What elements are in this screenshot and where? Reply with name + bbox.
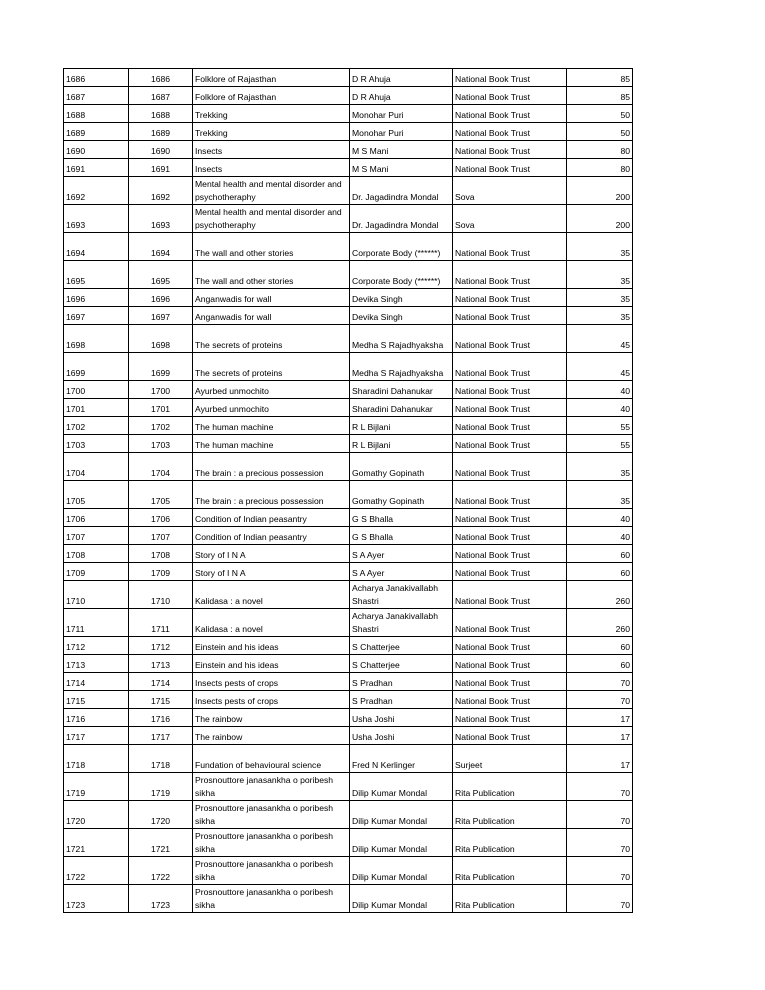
- price-cell: 80: [567, 141, 633, 159]
- serial-number-cell: 1723: [64, 885, 129, 913]
- author-cell: Acharya Janakivallabh Shastri: [350, 581, 453, 609]
- accession-number-cell: 1700: [129, 381, 193, 399]
- price-cell: 70: [567, 691, 633, 709]
- table-row: [64, 545, 633, 563]
- serial-number-cell: 1695: [64, 261, 129, 289]
- title-cell: The wall and other stories: [193, 233, 350, 261]
- price-cell: 60: [567, 545, 633, 563]
- accession-number-cell: 1692: [129, 177, 193, 205]
- publisher-cell: Rita Publication: [453, 829, 567, 857]
- publisher-cell: National Book Trust: [453, 691, 567, 709]
- author-cell: Devika Singh: [350, 289, 453, 307]
- accession-number-cell: 1723: [129, 885, 193, 913]
- serial-number-cell: 1721: [64, 829, 129, 857]
- serial-number-cell: 1696: [64, 289, 129, 307]
- price-cell: 60: [567, 637, 633, 655]
- title-cell: Story of I N A: [193, 563, 350, 581]
- serial-number-cell: 1697: [64, 307, 129, 325]
- serial-number-cell: 1716: [64, 709, 129, 727]
- title-cell: Prosnouttore janasankha o poribesh sikha: [193, 857, 350, 885]
- title-cell: Ayurbed unmochito: [193, 381, 350, 399]
- author-cell: Sharadini Dahanukar: [350, 381, 453, 399]
- price-cell: 55: [567, 417, 633, 435]
- publisher-cell: National Book Trust: [453, 509, 567, 527]
- publisher-cell: Rita Publication: [453, 857, 567, 885]
- publisher-cell: National Book Trust: [453, 637, 567, 655]
- price-cell: 55: [567, 435, 633, 453]
- title-cell: The human machine: [193, 435, 350, 453]
- accession-number-cell: 1704: [129, 453, 193, 481]
- serial-number-cell: 1693: [64, 205, 129, 233]
- author-cell: Devika Singh: [350, 307, 453, 325]
- publisher-cell: National Book Trust: [453, 563, 567, 581]
- title-cell: Ayurbed unmochito: [193, 399, 350, 417]
- serial-number-cell: 1703: [64, 435, 129, 453]
- serial-number-cell: 1689: [64, 123, 129, 141]
- price-cell: 17: [567, 745, 633, 773]
- title-cell: The human machine: [193, 417, 350, 435]
- price-cell: 70: [567, 857, 633, 885]
- table-row: [64, 417, 633, 435]
- accession-number-cell: 1708: [129, 545, 193, 563]
- serial-number-cell: 1706: [64, 509, 129, 527]
- accession-number-cell: 1712: [129, 637, 193, 655]
- author-cell: M S Mani: [350, 159, 453, 177]
- table-row: [64, 727, 633, 745]
- title-cell: Prosnouttore janasankha o poribesh sikha: [193, 885, 350, 913]
- title-cell: The rainbow: [193, 727, 350, 745]
- price-cell: 60: [567, 563, 633, 581]
- publisher-cell: National Book Trust: [453, 307, 567, 325]
- title-cell: Anganwadis for wall: [193, 289, 350, 307]
- accession-number-cell: 1701: [129, 399, 193, 417]
- author-cell: Corporate Body (******): [350, 261, 453, 289]
- title-cell: Anganwadis for wall: [193, 307, 350, 325]
- publisher-cell: National Book Trust: [453, 727, 567, 745]
- accession-number-cell: 1690: [129, 141, 193, 159]
- publisher-cell: National Book Trust: [453, 123, 567, 141]
- title-cell: Mental health and mental disorder and psychotheraphy: [193, 177, 350, 205]
- publisher-cell: National Book Trust: [453, 381, 567, 399]
- title-cell: Kalidasa : a novel: [193, 609, 350, 637]
- accession-number-cell: 1691: [129, 159, 193, 177]
- author-cell: Dilip Kumar Mondal: [350, 801, 453, 829]
- author-cell: G S Bhalla: [350, 509, 453, 527]
- title-cell: The secrets of proteins: [193, 353, 350, 381]
- accession-number-cell: 1718: [129, 745, 193, 773]
- author-cell: S Chatterjee: [350, 637, 453, 655]
- publisher-cell: National Book Trust: [453, 325, 567, 353]
- table-row: [64, 527, 633, 545]
- title-cell: The rainbow: [193, 709, 350, 727]
- title-cell: The brain : a precious possession: [193, 481, 350, 509]
- table-row: [64, 563, 633, 581]
- title-cell: Fundation of behavioural science: [193, 745, 350, 773]
- title-cell: Folklore of Rajasthan: [193, 69, 350, 87]
- publisher-cell: National Book Trust: [453, 453, 567, 481]
- serial-number-cell: 1700: [64, 381, 129, 399]
- publisher-cell: National Book Trust: [453, 581, 567, 609]
- table-row: [64, 581, 633, 609]
- author-cell: S Pradhan: [350, 673, 453, 691]
- serial-number-cell: 1712: [64, 637, 129, 655]
- accession-number-cell: 1714: [129, 673, 193, 691]
- title-cell: Folklore of Rajasthan: [193, 87, 350, 105]
- title-cell: The brain : a precious possession: [193, 453, 350, 481]
- serial-number-cell: 1704: [64, 453, 129, 481]
- accession-number-cell: 1696: [129, 289, 193, 307]
- title-cell: Prosnouttore janasankha o poribesh sikha: [193, 829, 350, 857]
- publisher-cell: National Book Trust: [453, 353, 567, 381]
- table-row: [64, 673, 633, 691]
- author-cell: Dilip Kumar Mondal: [350, 885, 453, 913]
- serial-number-cell: 1686: [64, 69, 129, 87]
- author-cell: S Pradhan: [350, 691, 453, 709]
- title-cell: The wall and other stories: [193, 261, 350, 289]
- publisher-cell: National Book Trust: [453, 233, 567, 261]
- title-cell: Insects: [193, 159, 350, 177]
- table-row: [64, 435, 633, 453]
- title-cell: Prosnouttore janasankha o poribesh sikha: [193, 801, 350, 829]
- title-cell: Einstein and his ideas: [193, 637, 350, 655]
- table-row: [64, 691, 633, 709]
- publisher-cell: National Book Trust: [453, 141, 567, 159]
- publisher-cell: National Book Trust: [453, 399, 567, 417]
- title-cell: Story of I N A: [193, 545, 350, 563]
- price-cell: 260: [567, 609, 633, 637]
- price-cell: 40: [567, 527, 633, 545]
- serial-number-cell: 1690: [64, 141, 129, 159]
- author-cell: Dilip Kumar Mondal: [350, 829, 453, 857]
- accession-number-cell: 1710: [129, 581, 193, 609]
- accession-number-cell: 1698: [129, 325, 193, 353]
- title-cell: Prosnouttore janasankha o poribesh sikha: [193, 773, 350, 801]
- serial-number-cell: 1699: [64, 353, 129, 381]
- table-row: [64, 399, 633, 417]
- title-cell: The secrets of proteins: [193, 325, 350, 353]
- table-row: [64, 353, 633, 381]
- author-cell: Medha S Rajadhyaksha: [350, 353, 453, 381]
- author-cell: Dilip Kumar Mondal: [350, 857, 453, 885]
- accession-number-cell: 1722: [129, 857, 193, 885]
- table-row: [64, 159, 633, 177]
- author-cell: D R Ahuja: [350, 69, 453, 87]
- accession-number-cell: 1688: [129, 105, 193, 123]
- serial-number-cell: 1692: [64, 177, 129, 205]
- serial-number-cell: 1691: [64, 159, 129, 177]
- publisher-cell: National Book Trust: [453, 417, 567, 435]
- price-cell: 70: [567, 801, 633, 829]
- publisher-cell: National Book Trust: [453, 673, 567, 691]
- table-row: [64, 381, 633, 399]
- author-cell: Medha S Rajadhyaksha: [350, 325, 453, 353]
- price-cell: 35: [567, 307, 633, 325]
- publisher-cell: Rita Publication: [453, 773, 567, 801]
- serial-number-cell: 1722: [64, 857, 129, 885]
- price-cell: 260: [567, 581, 633, 609]
- author-cell: S Chatterjee: [350, 655, 453, 673]
- publisher-cell: Rita Publication: [453, 801, 567, 829]
- accession-number-cell: 1686: [129, 69, 193, 87]
- publisher-cell: Rita Publication: [453, 885, 567, 913]
- publisher-cell: National Book Trust: [453, 87, 567, 105]
- publisher-cell: National Book Trust: [453, 289, 567, 307]
- title-cell: Mental health and mental disorder and psychotheraphy: [193, 205, 350, 233]
- table-row: [64, 105, 633, 123]
- accession-number-cell: 1699: [129, 353, 193, 381]
- table-row: [64, 857, 633, 885]
- publisher-cell: National Book Trust: [453, 159, 567, 177]
- price-cell: 85: [567, 87, 633, 105]
- serial-number-cell: 1705: [64, 481, 129, 509]
- price-cell: 50: [567, 123, 633, 141]
- table-row: [64, 655, 633, 673]
- author-cell: Sharadini Dahanukar: [350, 399, 453, 417]
- author-cell: Gomathy Gopinath: [350, 481, 453, 509]
- serial-number-cell: 1701: [64, 399, 129, 417]
- table-row: [64, 233, 633, 261]
- accession-number-cell: 1707: [129, 527, 193, 545]
- author-cell: Usha Joshi: [350, 709, 453, 727]
- author-cell: Acharya Janakivallabh Shastri: [350, 609, 453, 637]
- author-cell: Fred N Kerlinger: [350, 745, 453, 773]
- accession-number-cell: 1693: [129, 205, 193, 233]
- table-row: [64, 289, 633, 307]
- title-cell: Condition of Indian peasantry: [193, 509, 350, 527]
- table-row: [64, 69, 633, 87]
- book-register-table: [63, 68, 633, 913]
- publisher-cell: National Book Trust: [453, 709, 567, 727]
- accession-number-cell: 1709: [129, 563, 193, 581]
- title-cell: Einstein and his ideas: [193, 655, 350, 673]
- table-row: [64, 261, 633, 289]
- price-cell: 85: [567, 69, 633, 87]
- serial-number-cell: 1688: [64, 105, 129, 123]
- accession-number-cell: 1720: [129, 801, 193, 829]
- serial-number-cell: 1719: [64, 773, 129, 801]
- serial-number-cell: 1709: [64, 563, 129, 581]
- table-row: [64, 745, 633, 773]
- author-cell: Usha Joshi: [350, 727, 453, 745]
- serial-number-cell: 1714: [64, 673, 129, 691]
- price-cell: 40: [567, 381, 633, 399]
- table-row: [64, 801, 633, 829]
- price-cell: 200: [567, 177, 633, 205]
- accession-number-cell: 1694: [129, 233, 193, 261]
- author-cell: Gomathy Gopinath: [350, 453, 453, 481]
- price-cell: 35: [567, 261, 633, 289]
- serial-number-cell: 1694: [64, 233, 129, 261]
- price-cell: 40: [567, 509, 633, 527]
- price-cell: 35: [567, 233, 633, 261]
- accession-number-cell: 1695: [129, 261, 193, 289]
- accession-number-cell: 1702: [129, 417, 193, 435]
- author-cell: D R Ahuja: [350, 87, 453, 105]
- table-row: [64, 123, 633, 141]
- title-cell: Insects pests of crops: [193, 673, 350, 691]
- table-row: [64, 87, 633, 105]
- publisher-cell: National Book Trust: [453, 481, 567, 509]
- table-row: [64, 709, 633, 727]
- author-cell: Monohar Puri: [350, 105, 453, 123]
- author-cell: M S Mani: [350, 141, 453, 159]
- author-cell: G S Bhalla: [350, 527, 453, 545]
- price-cell: 50: [567, 105, 633, 123]
- serial-number-cell: 1702: [64, 417, 129, 435]
- title-cell: Trekking: [193, 123, 350, 141]
- author-cell: Monohar Puri: [350, 123, 453, 141]
- accession-number-cell: 1713: [129, 655, 193, 673]
- accession-number-cell: 1706: [129, 509, 193, 527]
- serial-number-cell: 1687: [64, 87, 129, 105]
- author-cell: R L Bijlani: [350, 417, 453, 435]
- serial-number-cell: 1711: [64, 609, 129, 637]
- table-row: [64, 829, 633, 857]
- author-cell: S A Ayer: [350, 563, 453, 581]
- title-cell: Condition of Indian peasantry: [193, 527, 350, 545]
- serial-number-cell: 1715: [64, 691, 129, 709]
- serial-number-cell: 1707: [64, 527, 129, 545]
- accession-number-cell: 1721: [129, 829, 193, 857]
- publisher-cell: National Book Trust: [453, 69, 567, 87]
- author-cell: Dilip Kumar Mondal: [350, 773, 453, 801]
- accession-number-cell: 1703: [129, 435, 193, 453]
- title-cell: Insects pests of crops: [193, 691, 350, 709]
- publisher-cell: National Book Trust: [453, 545, 567, 563]
- price-cell: 17: [567, 727, 633, 745]
- serial-number-cell: 1708: [64, 545, 129, 563]
- serial-number-cell: 1710: [64, 581, 129, 609]
- accession-number-cell: 1715: [129, 691, 193, 709]
- accession-number-cell: 1689: [129, 123, 193, 141]
- title-cell: Kalidasa : a novel: [193, 581, 350, 609]
- price-cell: 200: [567, 205, 633, 233]
- accession-number-cell: 1716: [129, 709, 193, 727]
- table-row: [64, 481, 633, 509]
- publisher-cell: National Book Trust: [453, 261, 567, 289]
- price-cell: 80: [567, 159, 633, 177]
- accession-number-cell: 1697: [129, 307, 193, 325]
- table-row: [64, 177, 633, 205]
- price-cell: 70: [567, 673, 633, 691]
- title-cell: Trekking: [193, 105, 350, 123]
- author-cell: R L Bijlani: [350, 435, 453, 453]
- accession-number-cell: 1687: [129, 87, 193, 105]
- table-row: [64, 141, 633, 159]
- publisher-cell: National Book Trust: [453, 105, 567, 123]
- publisher-cell: Surjeet: [453, 745, 567, 773]
- book-register-body: [64, 69, 633, 913]
- publisher-cell: National Book Trust: [453, 609, 567, 637]
- price-cell: 70: [567, 885, 633, 913]
- price-cell: 35: [567, 481, 633, 509]
- price-cell: 70: [567, 773, 633, 801]
- publisher-cell: National Book Trust: [453, 435, 567, 453]
- publisher-cell: Sova: [453, 205, 567, 233]
- publisher-cell: Sova: [453, 177, 567, 205]
- price-cell: 45: [567, 325, 633, 353]
- author-cell: Dr. Jagadindra Mondal: [350, 177, 453, 205]
- serial-number-cell: 1713: [64, 655, 129, 673]
- price-cell: 35: [567, 289, 633, 307]
- price-cell: 35: [567, 453, 633, 481]
- serial-number-cell: 1720: [64, 801, 129, 829]
- table-row: [64, 509, 633, 527]
- publisher-cell: National Book Trust: [453, 655, 567, 673]
- table-row: [64, 307, 633, 325]
- serial-number-cell: 1718: [64, 745, 129, 773]
- accession-number-cell: 1711: [129, 609, 193, 637]
- serial-number-cell: 1698: [64, 325, 129, 353]
- price-cell: 17: [567, 709, 633, 727]
- table-row: [64, 325, 633, 353]
- table-row: [64, 637, 633, 655]
- title-cell: Insects: [193, 141, 350, 159]
- accession-number-cell: 1719: [129, 773, 193, 801]
- table-row: [64, 885, 633, 913]
- publisher-cell: National Book Trust: [453, 527, 567, 545]
- table-row: [64, 773, 633, 801]
- author-cell: S A Ayer: [350, 545, 453, 563]
- price-cell: 60: [567, 655, 633, 673]
- table-row: [64, 453, 633, 481]
- accession-number-cell: 1717: [129, 727, 193, 745]
- table-row: [64, 205, 633, 233]
- accession-number-cell: 1705: [129, 481, 193, 509]
- author-cell: Corporate Body (******): [350, 233, 453, 261]
- price-cell: 45: [567, 353, 633, 381]
- table-row: [64, 609, 633, 637]
- serial-number-cell: 1717: [64, 727, 129, 745]
- price-cell: 40: [567, 399, 633, 417]
- price-cell: 70: [567, 829, 633, 857]
- author-cell: Dr. Jagadindra Mondal: [350, 205, 453, 233]
